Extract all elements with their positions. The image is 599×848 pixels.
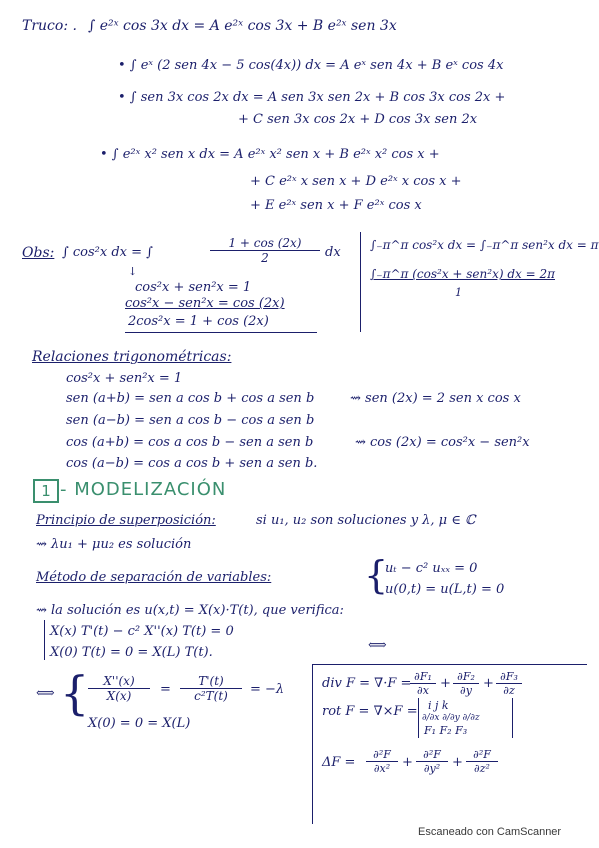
- ops-rot: rot F = ∇×F =: [322, 704, 418, 719]
- section-number: 1: [33, 479, 59, 503]
- metodo-title: Método de separación de variables:: [36, 570, 272, 585]
- metodo-line-1: ⇝ la solución es u(x,t) = X(x)·T(t), que verifica:: [36, 603, 344, 618]
- ops-div-t3-den: ∂z: [503, 684, 515, 697]
- obs-right-2: ∫₋π^π (cos²x + sen²x) dx = 2π: [370, 267, 555, 281]
- metodo-s1: uₜ − c² uₓₓ = 0: [385, 561, 478, 576]
- ops-det-row-3: F₁ F₂ F₃: [424, 724, 468, 737]
- truco-line-4c: + E e²ˣ sen x + F e²ˣ cos x: [250, 198, 422, 213]
- ops-lap-t1-den: ∂x²: [373, 762, 391, 775]
- ops-div-t2: [453, 670, 479, 697]
- obs-c2: cos²x − sen²x = cos (2x): [125, 296, 285, 311]
- truco-line-3: • ∫ sen 3x cos 2x dx = A sen 3x sen 2x + B cos 3x cos 2x +: [118, 90, 506, 105]
- ops-lap-t3-num: ∂²F: [466, 748, 498, 762]
- metodo-eq: =: [160, 682, 171, 697]
- obs-c3: 2cos²x = 1 + cos (2x): [128, 314, 269, 329]
- obs-divider: [360, 232, 361, 332]
- obs-right-2-under: 1: [455, 286, 462, 299]
- ops-div-t3-num: ∂F₃: [496, 670, 522, 684]
- principio-text-2: ⇝ λu₁ + μu₂ es solución: [36, 537, 192, 552]
- metodo-bc: X(0) = 0 = X(L): [88, 716, 191, 731]
- metodo-line-2: X(x) T'(t) − c² X''(x) T(t) = 0: [50, 624, 234, 639]
- truco-line-2: • ∫ eˣ (2 sen 4x − 5 cos(4x)) dx = A eˣ sen 4x + B eˣ cos 4x: [118, 58, 504, 73]
- rel-4b: ⇝ cos (2x) = cos²x − sen²x: [355, 435, 530, 450]
- truco-line-4b: + C e²ˣ x sen x + D e²ˣ x cos x +: [250, 174, 462, 189]
- metodo-frac-2: [180, 674, 242, 703]
- metodo-frac-1-num: X''(x): [88, 674, 150, 689]
- ops-lap-t3: [466, 748, 498, 775]
- obs-arrow: ↓: [128, 265, 138, 278]
- ops-det-row-2: ∂/∂x ∂/∂y ∂/∂z: [422, 713, 480, 723]
- ops-plus-1: +: [440, 676, 451, 691]
- rel-2: sen (a+b) = sen a cos b + cos a sen b: [66, 391, 315, 406]
- ops-div: div F = ∇·F =: [322, 676, 412, 691]
- rel-1: cos²x + sen²x = 1: [66, 371, 183, 386]
- ops-div-t1-den: ∂x: [417, 684, 429, 697]
- metodo-minus-lambda: = −λ: [250, 682, 285, 697]
- metodo-frac-2-num: T'(t): [180, 674, 242, 689]
- ops-div-t1-num: ∂F₁: [410, 670, 436, 684]
- ops-div-t3: [496, 670, 522, 697]
- obs-underline: [125, 332, 317, 333]
- obs-label: Obs:: [22, 245, 55, 261]
- ops-det-row-1: i j k: [428, 699, 449, 712]
- rel-2b: ⇝ sen (2x) = 2 sen x cos x: [350, 391, 521, 406]
- truco-line-1: ∫ e²ˣ cos 3x dx = A e²ˣ cos 3x + B e²ˣ sen 3x: [88, 18, 397, 34]
- obs-dx: dx: [325, 245, 341, 260]
- ops-det-left: [418, 698, 419, 738]
- truco-line-3b: + C sen 3x cos 2x + D cos 3x sen 2x: [238, 112, 478, 127]
- ops-plus-2: +: [483, 676, 494, 691]
- ops-lap-t2: [416, 748, 448, 775]
- scanner-footer: Escaneado con CamScanner: [418, 826, 562, 838]
- metodo-iff-2: ⟺: [36, 686, 55, 701]
- metodo-system-brace: {: [364, 553, 389, 597]
- ops-plus-3: +: [402, 755, 413, 770]
- ops-lap-t1: [366, 748, 398, 775]
- ops-lap-t2-num: ∂²F: [416, 748, 448, 762]
- obs-frac-den: 2: [261, 251, 269, 265]
- metodo-s2: u(0,t) = u(L,t) = 0: [385, 582, 505, 597]
- rel-5: cos (a−b) = cos a cos b + sen a sen b.: [66, 456, 318, 471]
- obs-c1: cos²x + sen²x = 1: [135, 280, 252, 295]
- ops-div-t2-num: ∂F₂: [453, 670, 479, 684]
- metodo-line-3: X(0) T(t) = 0 = X(L) T(t).: [50, 645, 213, 660]
- ops-lap: ΔF =: [322, 755, 356, 770]
- metodo-iff-1: ⟺: [368, 638, 387, 653]
- metodo-frac-2-den: c²T(t): [194, 689, 228, 703]
- truco-line-4: • ∫ e²ˣ x² sen x dx = A e²ˣ x² sen x + B e²ˣ x² cos x +: [100, 147, 440, 162]
- metodo-frac-1: [88, 674, 150, 703]
- section-title: - MODELIZACIÓN: [60, 479, 227, 500]
- obs-integral: ∫ cos²x dx = ∫: [62, 245, 153, 260]
- obs-frac-num: 1 + cos (2x): [210, 236, 320, 251]
- ops-div-t2-den: ∂y: [460, 684, 472, 697]
- ops-left-border: [312, 664, 313, 824]
- truco-label: Truco: .: [22, 18, 77, 34]
- ops-lap-t3-den: ∂z²: [474, 762, 490, 775]
- ops-plus-4: +: [452, 755, 463, 770]
- ops-lap-t2-den: ∂y²: [423, 762, 441, 775]
- metodo-frac-1-den: X(x): [106, 689, 132, 703]
- ops-det-right: [512, 698, 513, 738]
- ops-top-border: [312, 664, 587, 665]
- principio-title: Principio de superposición:: [36, 513, 216, 528]
- rel-4: cos (a+b) = cos a cos b − sen a sen b: [66, 435, 314, 450]
- principio-text: si u₁, u₂ son soluciones y λ, μ ∈ ℂ: [256, 513, 476, 528]
- metodo-bar: [44, 620, 45, 660]
- obs-fraction: [210, 236, 320, 265]
- obs-right-1: ∫₋π^π cos²x dx = ∫₋π^π sen²x dx = π: [370, 238, 599, 252]
- relaciones-title: Relaciones trigonométricas:: [32, 349, 232, 365]
- ops-div-t1: [410, 670, 436, 697]
- rel-3: sen (a−b) = sen a cos b − cos a sen b: [66, 413, 315, 428]
- ops-lap-t1-num: ∂²F: [366, 748, 398, 762]
- metodo-brace-2: {: [60, 666, 90, 720]
